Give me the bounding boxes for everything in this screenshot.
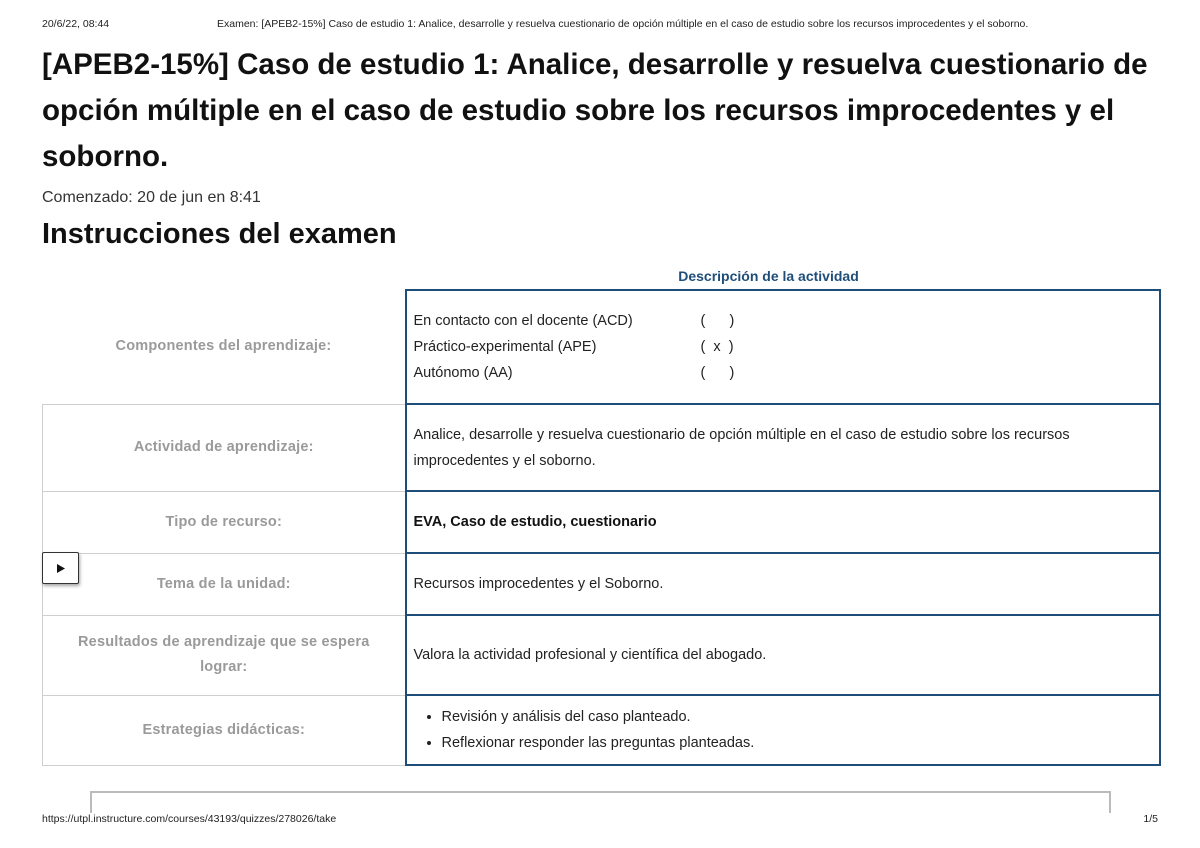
started-timestamp: Comenzado: 20 de jun en 8:41 [42,189,261,206]
strategies-label: Estrategias didácticas: [43,695,406,765]
table-row [43,290,1161,404]
component-mark: ( ) [700,313,735,329]
table-row [43,404,1161,491]
print-date: 20/6/22, 08:44 [42,18,110,30]
component-item [414,334,1153,360]
activity-table-caption: Descripción de la actividad [678,268,859,284]
unit-theme-value: Recursos improcedentes y el Soborno. [406,553,1161,615]
list-item: • Revisión y análisis del caso planteado. [442,704,1153,730]
component-item [414,308,1153,334]
learning-results-value: Valora la actividad profesional y científica del abogado. [406,615,1161,695]
quiz-title: [APEB2-15%] Caso de estudio 1: Analice, desarrolle y resuelva cuestionario de opción múltiple en el caso de estudio sobre los recursos improcedentes y el soborno. [42,48,1148,173]
component-name: En contacto con el docente (ACD) [413,313,633,329]
table-row [43,553,1161,615]
table-row [43,695,1161,765]
strategies-value [406,695,1161,765]
learning-results-label: Resultados de aprendizaje que se espera lograr: [43,615,406,695]
component-name: Autónomo (AA) [413,365,513,381]
activity-label: Actividad de aprendizaje: [43,404,406,491]
unit-theme-label: Tema de la unidad: [43,553,406,615]
play-icon [56,563,66,574]
page-number: 1/5 [1143,813,1158,825]
list-item: • Reflexionar responder las preguntas planteadas. [442,730,1153,756]
table-row [43,491,1161,553]
component-mark: ( ) [700,365,735,381]
resource-type-value: EVA, Caso de estudio, cuestionario [406,491,1161,553]
component-item [414,360,1153,386]
component-mark: ( x ) [700,339,734,355]
resource-type-label: Tipo de recurso: [43,491,406,553]
components-label: Componentes del aprendizaje: [115,338,332,355]
strategies-list [414,704,1153,756]
play-button[interactable] [42,552,79,584]
components-value [406,290,1161,404]
activity-value: Analice, desarrolle y resuelva cuestionario de opción múltiple en el caso de estudio sobre los recursos improcedentes y el soborno. [406,404,1161,491]
instructions-heading: Instrucciones del examen [42,218,397,250]
print-document-title: Examen: [APEB2-15%] Caso de estudio 1: Analice, desarrolle y resuelva cuestionario de opción múltiple en el caso de estudio sobre los recursos improcedentes y el soborno. [217,18,1029,30]
component-name: Práctico-experimental (APE) [413,339,597,355]
print-url: https://utpl.instructure.com/courses/43193/quizzes/278026/take [42,813,337,825]
table-row [43,615,1161,695]
print-footer [42,813,1158,825]
activity-description-table [42,289,1161,766]
question-box [90,791,1111,813]
